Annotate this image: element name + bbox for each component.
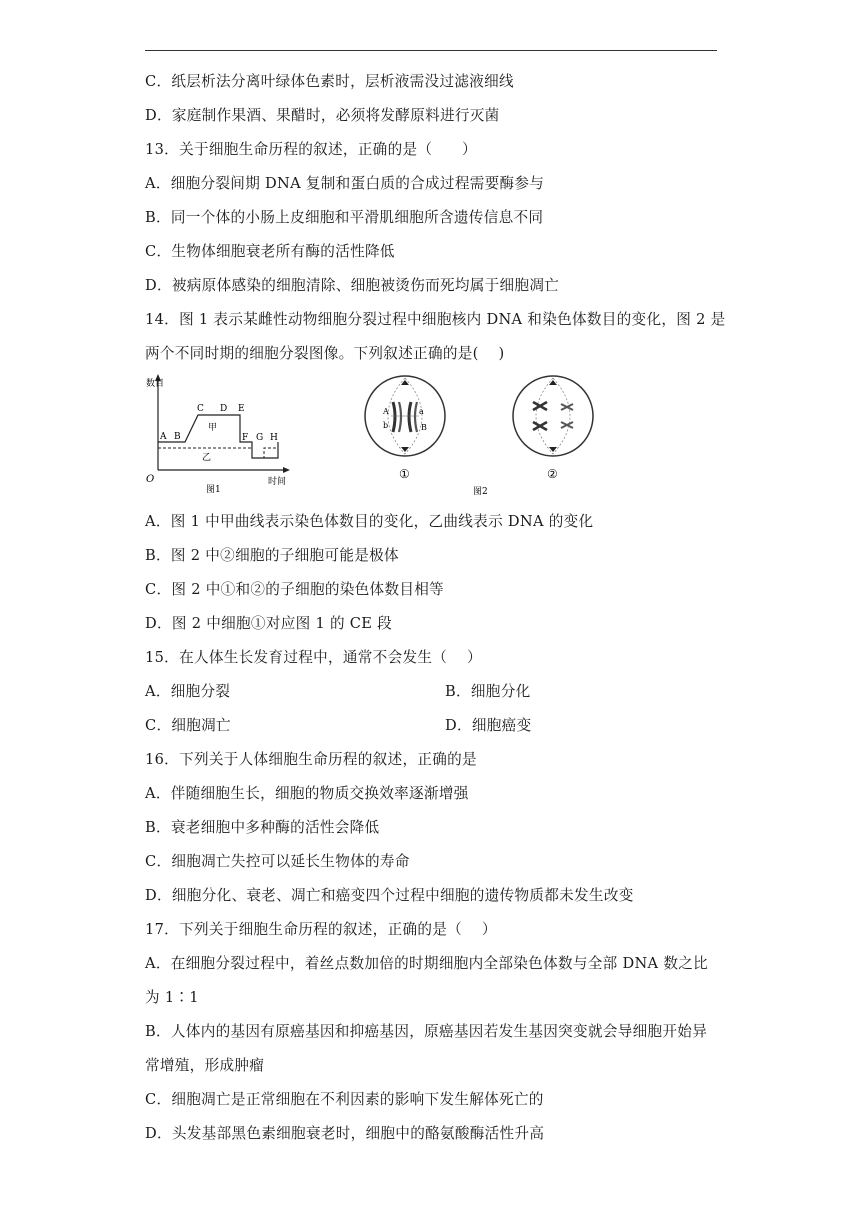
fig1-point-c: C	[197, 404, 204, 414]
fig1-point-b: B	[174, 432, 181, 442]
q14-stem-line1: 14．图 1 表示某雌性动物细胞分裂过程中细胞核内 DNA 和染色体数目的变化，图 2 是	[145, 311, 726, 328]
q14-stem-line2: 两个不同时期的细胞分裂图像。下列叙述正确的是( )	[145, 345, 505, 362]
q15-stem: 15．在人体生长发育过程中，通常不会发生（ ）	[145, 649, 482, 666]
fig1-point-a: A	[160, 432, 167, 442]
q13-option-b: B．同一个体的小肠上皮细胞和平滑肌细胞所含遗传信息不同	[145, 209, 544, 226]
q14-option-c: C．图 2 中①和②的子细胞的染色体数目相等	[145, 581, 445, 598]
q17-option-d: D．头发基部黑色素细胞衰老时，细胞中的酪氨酸酶活性升高	[145, 1125, 545, 1142]
q16-option-b: B．衰老细胞中多种酶的活性会降低	[145, 819, 380, 836]
fig1-point-f: F	[242, 433, 249, 443]
q15-option-a: A．细胞分裂	[145, 683, 231, 700]
q13-stem: 13．关于细胞生命历程的叙述，正确的是（ ）	[145, 141, 477, 158]
cell1-letter-b-lower: b	[383, 421, 389, 430]
cell2-label: ②	[547, 467, 558, 481]
q14-option-a: A．图 1 中甲曲线表示染色体数目的变化，乙曲线表示 DNA 的变化	[145, 513, 594, 530]
q17-stem: 17．下列关于细胞生命历程的叙述，正确的是（ ）	[145, 921, 497, 938]
fig1-origin: O	[146, 474, 155, 485]
fig1-label-yi: 乙	[202, 453, 212, 463]
cell1-letter-b-upper: B	[421, 423, 427, 432]
fig1-point-d: D	[220, 404, 228, 414]
fig1-xlabel: 时间	[268, 477, 287, 487]
q16-option-c: C．细胞凋亡失控可以延长生物体的寿命	[145, 853, 410, 870]
q17-option-b-line2: 常增殖，形成肿瘤	[145, 1057, 265, 1074]
fig1-caption: 图1	[206, 485, 221, 495]
cell1-label: ①	[399, 467, 410, 481]
cell-2-diagram	[513, 376, 593, 456]
fig1-label-jia: 甲	[208, 423, 218, 433]
q17-option-c: C．细胞凋亡是正常细胞在不利因素的影响下发生解体死亡的	[145, 1091, 544, 1108]
q15-option-b: B．细胞分化	[445, 683, 531, 700]
q17-option-a-line1: A．在细胞分裂过程中，着丝点数加倍的时期细胞内全部染色体数与全部 DNA 数之比	[145, 955, 709, 972]
fig1-point-g: G	[256, 433, 264, 443]
figure1-graph	[140, 372, 300, 500]
fig1-point-h: H	[270, 433, 278, 443]
figure2-cells	[355, 372, 605, 500]
q12-option-c: C．纸层析法分离叶绿体色素时，层析液需没过滤液细线	[145, 73, 514, 90]
q13-option-d: D．被病原体感染的细胞清除、细胞被烫伤而死均属于细胞凋亡	[145, 277, 560, 294]
fig2-caption: 图2	[473, 487, 488, 497]
q12-option-d: D．家庭制作果酒、果醋时，必须将发酵原料进行灭菌	[145, 107, 500, 124]
q16-option-a: A．伴随细胞生长，细胞的物质交换效率逐渐增强	[145, 785, 469, 802]
q14-option-b: B．图 2 中②细胞的子细胞可能是极体	[145, 547, 399, 564]
q16-stem: 16．下列关于人体细胞生命历程的叙述，正确的是	[145, 751, 477, 768]
fig1-ylabel: 数目	[146, 379, 165, 389]
q17-option-a-line2: 为 1∶1	[145, 989, 199, 1006]
q16-option-d: D．细胞分化、衰老、凋亡和癌变四个过程中细胞的遗传物质都未发生改变	[145, 887, 634, 904]
curve-yi	[158, 448, 278, 458]
q15-option-c: C．细胞凋亡	[145, 717, 231, 734]
q13-option-c: C．生物体细胞衰老所有酶的活性降低	[145, 243, 395, 260]
q14-option-d: D．图 2 中细胞①对应图 1 的 CE 段	[145, 615, 393, 632]
q15-option-d: D．细胞癌变	[445, 717, 532, 734]
cell-1-diagram	[365, 376, 445, 456]
cell1-letter-a-upper: A	[383, 407, 389, 416]
header-rule	[145, 50, 717, 51]
q13-option-a: A．细胞分裂间期 DNA 复制和蛋白质的合成过程需要酶参与	[145, 175, 545, 192]
fig1-point-e: E	[238, 404, 245, 414]
cell1-letter-a-lower: a	[419, 407, 424, 416]
q17-option-b-line1: B．人体内的基因有原癌基因和抑癌基因，原癌基因若发生基因突变就会导细胞开始异	[145, 1023, 708, 1040]
